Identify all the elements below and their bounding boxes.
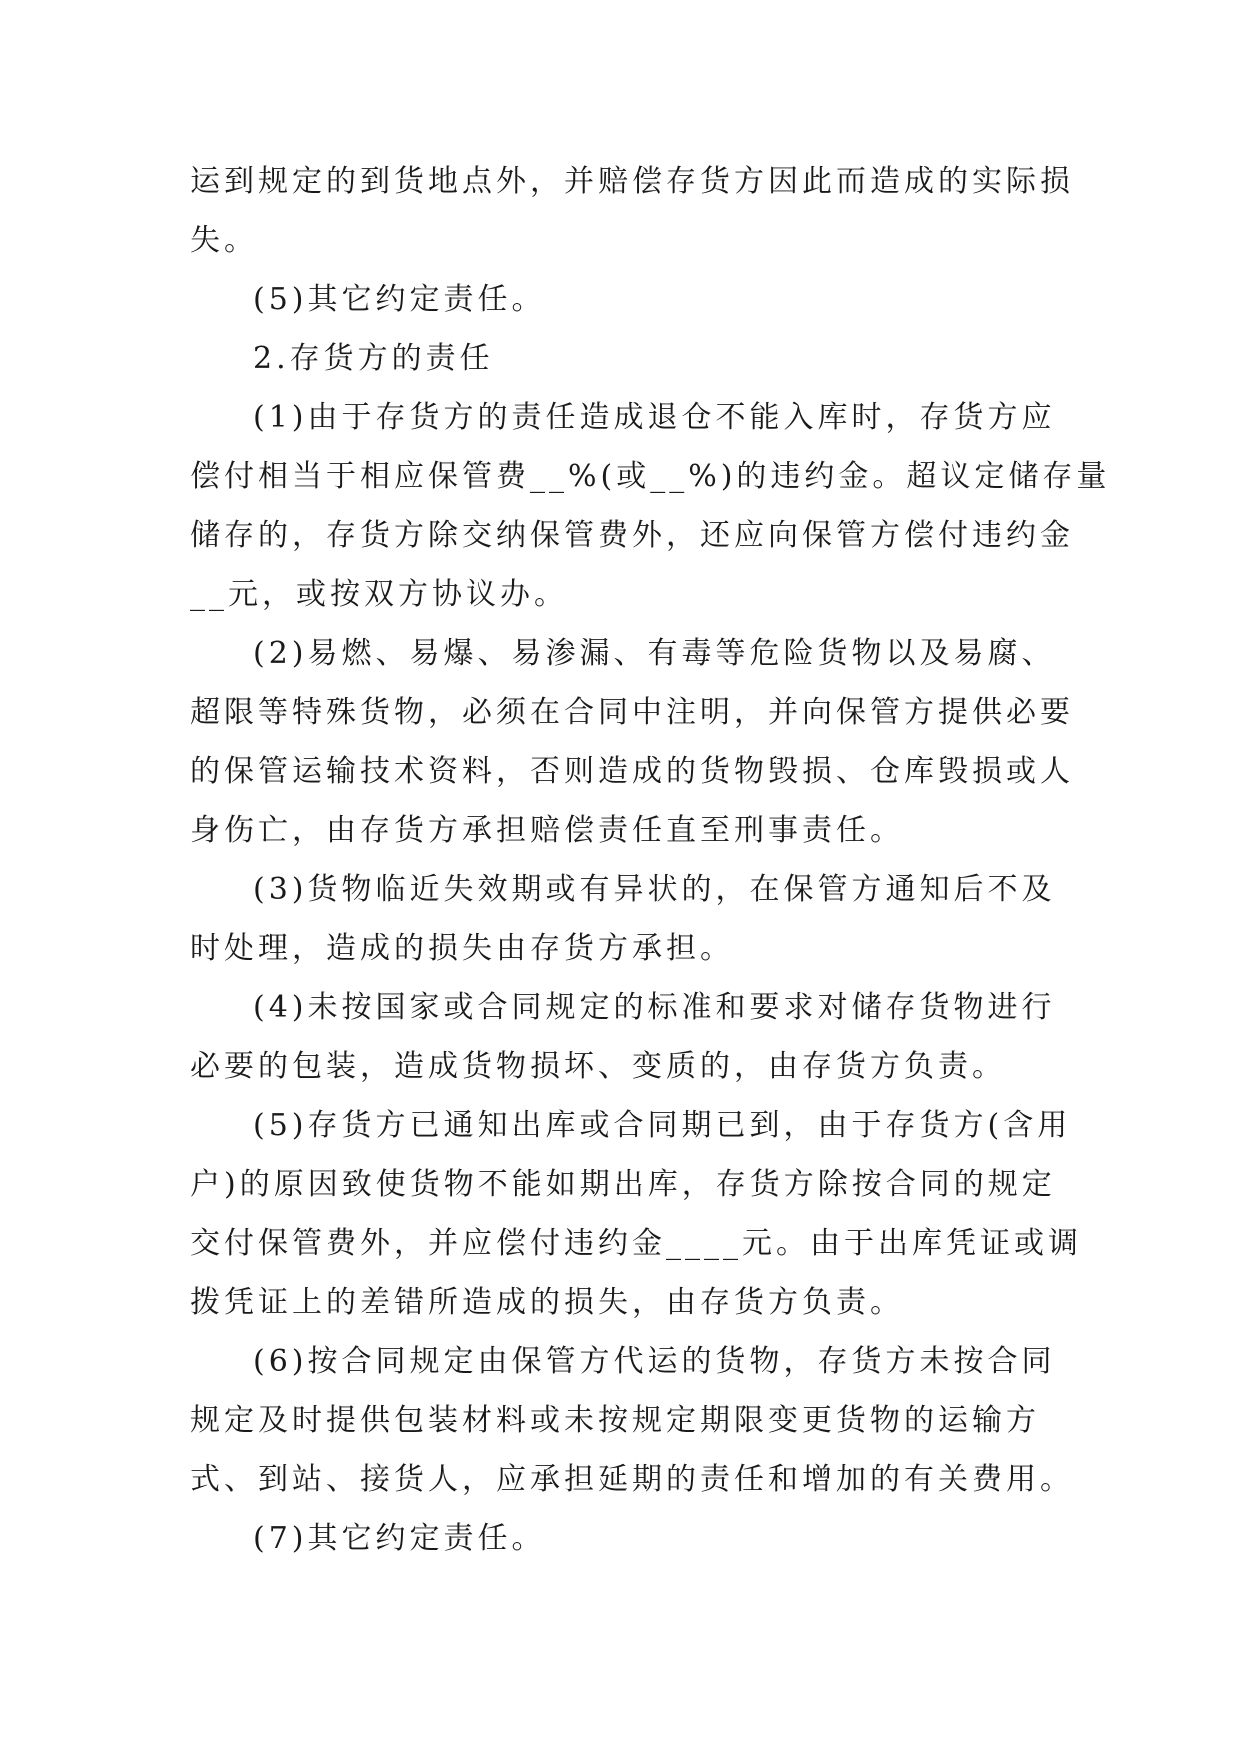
text-line: 储存的，存货方除交纳保管费外，还应向保管方偿付违约金 — [190, 518, 1074, 553]
clause-item: (1)由于存货方的责任造成退仓不能入库时，存货方应 — [253, 400, 1056, 435]
text-line: 户)的原因致使货物不能如期出库，存货方除按合同的规定 — [190, 1167, 1056, 1202]
text-line: 式、到站、接货人，应承担延期的责任和增加的有关费用。 — [190, 1462, 1074, 1497]
section-heading: 2.存货方的责任 — [253, 341, 494, 376]
text-line: 运到规定的到货地点外，并赔偿存货方因此而造成的实际损 — [190, 164, 1074, 199]
text-line: 的保管运输技术资料，否则造成的货物毁损、仓库毁损或人 — [190, 754, 1074, 789]
clause-item: (5)其它约定责任。 — [253, 282, 546, 317]
clause-item: (5)存货方已通知出库或合同期已到，由于存货方(含用 — [253, 1108, 1072, 1143]
clause-item: (4)未按国家或合同规定的标准和要求对储存货物进行 — [253, 990, 1056, 1025]
text-line: 规定及时提供包装材料或未按规定期限变更货物的运输方 — [190, 1403, 1040, 1438]
text-line: 交付保管费外，并应偿付违约金____元。由于出库凭证或调 — [190, 1226, 1082, 1261]
clause-item: (2)易燃、易爆、易渗漏、有毒等危险货物以及易腐、 — [253, 636, 1056, 671]
text-line: 偿付相当于相应保管费__%(或__%)的违约金。超议定储存量 — [190, 459, 1111, 494]
clause-item: (6)按合同规定由保管方代运的货物，存货方未按合同 — [253, 1344, 1056, 1379]
text-line: 时处理，造成的损失由存货方承担。 — [190, 931, 734, 966]
text-line: __元，或按双方协议办。 — [190, 577, 568, 612]
clause-item: (3)货物临近失效期或有异状的，在保管方通知后不及 — [253, 872, 1056, 907]
text-line: 身伤亡，由存货方承担赔偿责任直至刑事责任。 — [190, 813, 904, 848]
text-line: 必要的包装，造成货物损坏、变质的，由存货方负责。 — [190, 1049, 1006, 1084]
text-line: 失。 — [190, 223, 258, 258]
text-line: 拨凭证上的差错所造成的损失，由存货方负责。 — [190, 1285, 904, 1320]
text-line: 超限等特殊货物，必须在合同中注明，并向保管方提供必要 — [190, 695, 1074, 730]
clause-item: (7)其它约定责任。 — [253, 1521, 546, 1556]
